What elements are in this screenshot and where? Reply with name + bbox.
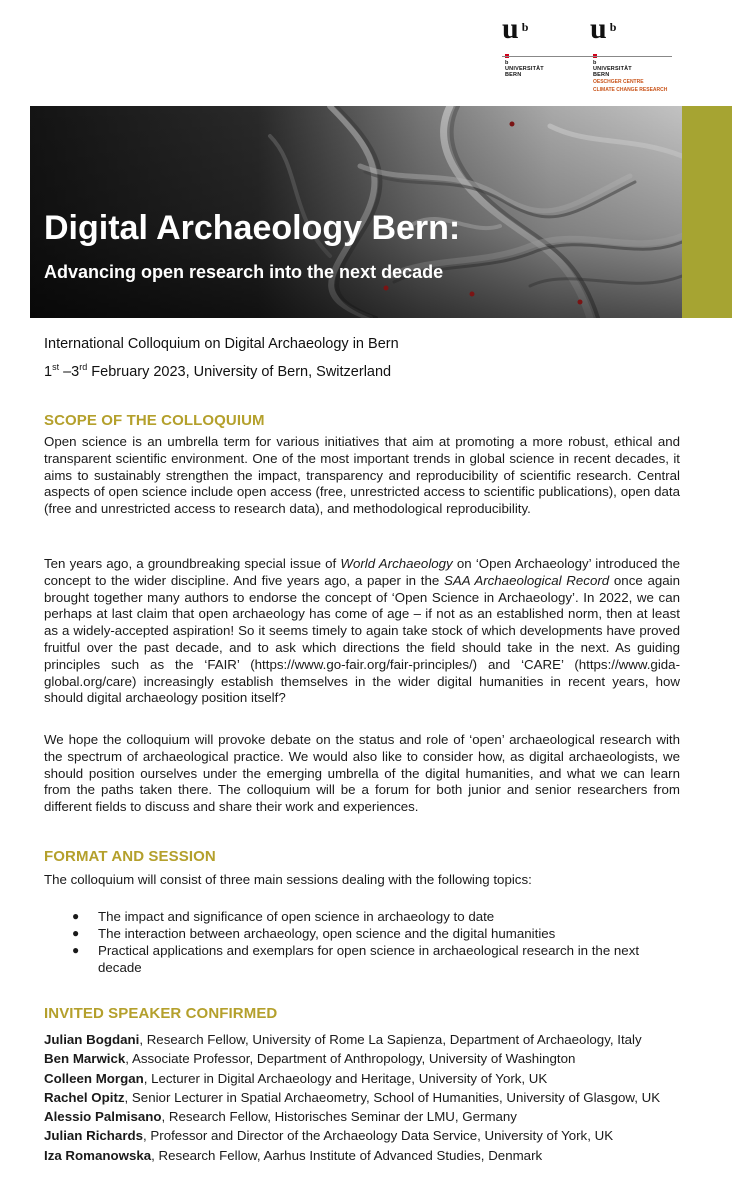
speaker-affiliation: , Associate Professor, Department of Anthropology, University of Washington [125,1051,576,1067]
speaker-name: Julian Bogdani [44,1032,140,1047]
logo-mark [502,12,529,45]
speaker-item [44,1049,694,1068]
logo-sub-2: CLIMATE CHANGE RESEARCH [593,86,668,93]
speaker-name: Rachel Opitz [44,1089,125,1105]
list-item-text: Practical applications and exemplars for open science in archaeological research in the next decade [98,943,640,975]
speaker-affiliation: , Research Fellow, Historisches Seminar der LMU, Germany [161,1109,517,1125]
text-run: on ‘Open Archaeology’ introduced the concept to the wider discipline. And five years ago, a paper in the [44,556,680,588]
bullet-icon: ● [72,943,80,957]
date-start: 1 [44,363,53,380]
date-separator: –3 [59,363,80,380]
topic-list [44,908,680,976]
speaker-affiliation: , Professor and Director of the Archaeology Data Service, University of York, UK [143,1128,614,1144]
date-rest: February 2023, University of Bern, Switzerland [87,363,392,380]
speaker-list [44,1030,694,1165]
logo-u-letter: u [502,12,519,45]
logo-divider [502,56,672,57]
speaker-affiliation: , Lecturer in Digital Archaeology and Heritage, University of York, UK [143,1070,548,1086]
event-name: International Colloquium on Digital Archaeology in Bern [44,336,399,352]
speaker-affiliation: , Research Fellow, Aarhus Institute of Advanced Studies, Denmark [151,1147,543,1163]
list-item [44,942,680,976]
list-item-text: The impact and significance of open science in archaeology to date [98,909,495,924]
event-date-location [44,357,391,382]
logo-sub-1: OESCHGER CENTRE [593,79,644,85]
logo-line-1: b [505,60,509,66]
logo-u-letter: u [590,12,607,45]
speaker-name: Iza Romanowska [44,1147,152,1163]
date-start-suffix: st [52,362,60,372]
logo-line-1: b [593,60,597,66]
logo-line-3: BERN [505,72,522,78]
format-intro: The colloquium will consist of three main sessions dealing with the following topics: [44,872,532,887]
speaker-item [44,1069,694,1088]
scope-paragraph-1: Open science is an umbrella term for various initiatives that aim at promoting a more robust, ethical and transparent scientific environment. One of the most important trends in global science in recent decades, it aims to sustainably strengthen the impact, transparency and reproducibility of scientific research. Central aspects of open science include open access (free, unrestricted access to scientific publications), open data (free and unrestricted access to research data), and methodological reproducibility. [44,434,680,517]
journal-title: World Archaeology [340,556,453,571]
text-run: Ten years ago, a groundbreaking special issue of [44,556,341,571]
speaker-name: Colleen Morgan [44,1070,144,1086]
page-subtitle: Advancing open research into the next decade [44,262,444,282]
date-end-suffix: rd [79,362,88,372]
page-title: Digital Archaeology Bern: [44,209,461,247]
list-item [44,925,680,942]
university-of-bern-logo [502,14,592,78]
speaker-item [44,1030,694,1049]
format-heading: FORMAT AND SESSION [44,848,216,865]
logo-mark [590,12,617,45]
logo-line-2: UNIVERSITÄT [505,66,544,72]
speaker-item [44,1088,694,1107]
text-run: once again brought together many authors to endorse the concept of ‘Open Science in Archaeology’. In 2022, we can perhaps at last claim that open archaeology has come of age – if not as an established norm, then at least as a widely-accepted aspiration! So it seems timely to again take stock of which developments have proved fruitful over the past decade, and to ask which directions the field should take in the next. As guiding principles such as the ‘FAIR’ (https://www.go-fair.org/fair-principles/) and ‘CARE’ (https://www.gida-global.org/care) increasingly establish themselves in the wider digital humanities in recent years, how should digital archaeology position itself? [44,572,680,706]
speaker-item [44,1126,694,1145]
speaker-item [44,1107,694,1126]
speaker-name: Julian Richards [44,1128,144,1144]
site-marker [510,122,515,127]
list-item-text: The interaction between archaeology, open science and the digital humanities [98,926,556,941]
bullet-icon: ● [72,909,80,923]
speaker-affiliation: , Research Fellow, University of Rome La Sapienza, Department of Archaeology, Italy [139,1032,642,1047]
speaker-name: Alessio Palmisano [44,1109,162,1125]
oeschger-centre-logo [590,14,680,93]
site-marker [384,286,389,291]
scope-heading: SCOPE OF THE COLLOQUIUM [44,412,265,429]
speaker-affiliation: , Senior Lecturer in Spatial Archaeometry, School of Humanities, University of Glasgow, UK [124,1089,661,1105]
logo-b-letter: b [609,20,617,34]
list-item [44,908,680,925]
site-marker [578,300,583,305]
logo-line-3: BERN [593,72,610,78]
scope-paragraph-2 [44,556,680,707]
site-marker [470,292,475,297]
accent-bar [682,106,732,318]
scope-paragraph-3: We hope the colloquium will provoke debate on the status and role of ‘open’ archaeological research with the spectrum of archaeological practice. We would also like to consider how, as digital archaeologists, we should position ourselves under the emerging umbrella of the digital humanities, and what we can learn from the paths taken there. The colloquium will be a forum for both junior and senior researchers from different fields to discuss and share their work and experiences. [44,732,680,815]
logo-line-2: UNIVERSITÄT [593,66,632,72]
bullet-icon: ● [72,926,80,940]
speaker-item [44,1146,694,1165]
speaker-name: Ben Marwick [44,1051,126,1067]
logo-b-letter: b [521,20,529,34]
journal-title: SAA Archaeological Record [444,572,610,588]
speakers-heading: INVITED SPEAKER CONFIRMED [44,1005,278,1022]
